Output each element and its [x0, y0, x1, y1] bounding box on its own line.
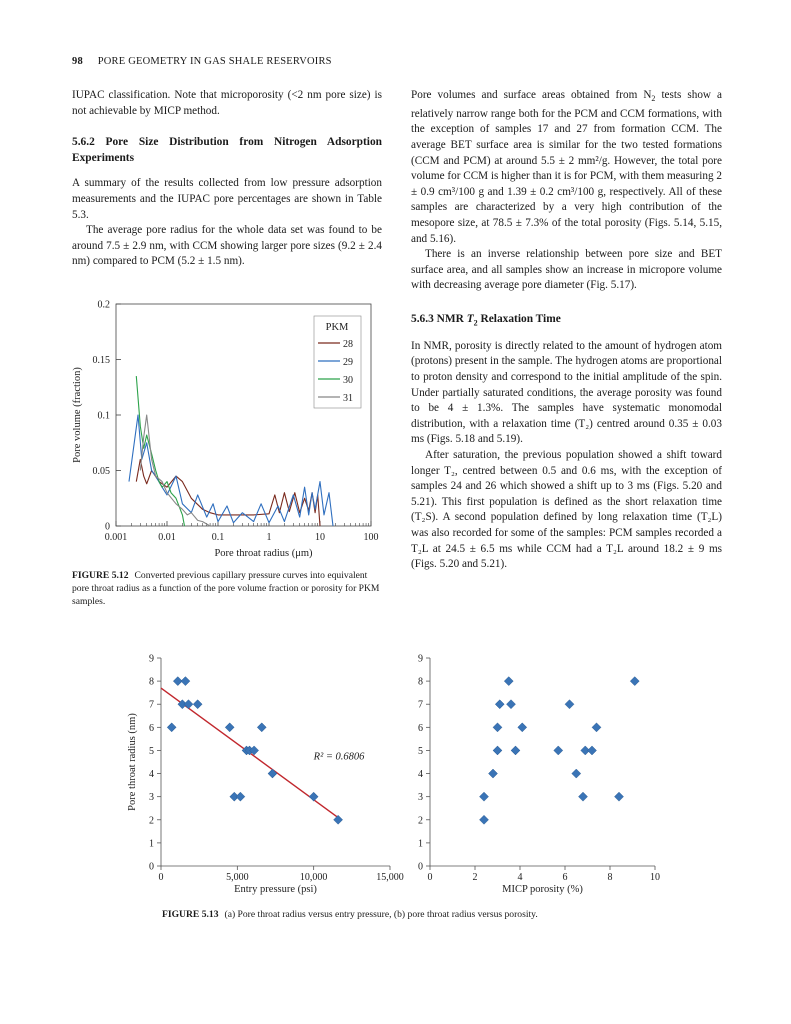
fig513a-y-tick-label: 4 [149, 769, 154, 781]
fig512-legend-label-29: 29 [343, 357, 353, 368]
fig513b-point [493, 746, 502, 755]
figure-5-13-caption-text: (a) Pore throat radius versus entry pressure, (b) pore throat radius versus porosity. [224, 909, 538, 920]
fig513a-point [184, 700, 193, 709]
fig513b-x-axis-label: MICP porosity (%) [502, 884, 583, 895]
fig513b-point [507, 700, 516, 709]
fig512-x-tick-label: 1 [266, 532, 272, 543]
fig513b-point [565, 700, 574, 709]
fig513b-point [511, 746, 520, 755]
right-paragraph-2: There is an inverse relationship between pore size and BET surface area, and all samples show an increase in micropore volume with decreasing average pore diameter (Fig. 5.17). [411, 248, 722, 292]
fig513b-y-tick-label: 3 [418, 792, 423, 804]
fig512-y-tick-label: 0 [105, 521, 110, 533]
fig513b-panel [418, 654, 660, 896]
fig512-series-line-30 [136, 376, 184, 526]
figure-5-12-chart [66, 296, 386, 564]
fig512-legend-title: PKM [325, 322, 349, 333]
fig513a-point [257, 723, 266, 732]
fig513b-y-tick-label: 0 [418, 861, 423, 873]
fig513a-x-axis-label: Entry pressure (psi) [234, 884, 317, 895]
section-heading-5-6-3-tail: Relaxation Time [477, 312, 561, 325]
figure-5-12-caption [72, 569, 382, 608]
fig512-series [129, 376, 333, 526]
fig513b-x-tick-label: 8 [607, 872, 613, 883]
fig513b-point [592, 723, 601, 732]
right-paragraph-1-part-a: Pore volumes and surface areas obtained from N [411, 89, 652, 101]
section-heading-5-6-3-sub: 2 [473, 318, 478, 328]
fig513b-x-tick-label: 0 [427, 872, 433, 883]
fig513a-y-tick-label: 6 [149, 722, 154, 734]
fig513b-point [615, 792, 624, 801]
running-title: PORE GEOMETRY IN GAS SHALE RESERVOIRS [97, 56, 332, 67]
fig513b-point [480, 792, 489, 801]
fig512-x-tick-label: 0.001 [104, 532, 128, 543]
left-paragraph-1: IUPAC classification. Note that microporosity (<2 nm pore size) is not achievable by MICP method. [72, 89, 382, 117]
figure-5-13-chart [120, 648, 680, 908]
fig512-legend-label-28: 28 [343, 339, 353, 350]
fig513b-y-tick-label: 9 [418, 653, 423, 665]
section-heading-5-6-3-text: 5.6.3 NMR [411, 312, 467, 325]
fig513a-panel [127, 654, 404, 896]
fig512-y-tick-label: 0.1 [97, 410, 110, 422]
fig513a-point [167, 723, 176, 732]
fig513b-point [588, 746, 597, 755]
fig513a-point [334, 815, 343, 824]
figure-5-13-caption [162, 908, 682, 921]
fig513b-point [518, 723, 527, 732]
fig512-x-tick-label: 0.01 [158, 532, 176, 543]
fig513a-y-tick-label: 3 [149, 792, 154, 804]
fig513b-point [504, 677, 513, 686]
fig513a-y-tick-label: 8 [149, 676, 154, 688]
fig513b-y-tick-label: 8 [418, 676, 423, 688]
fig512-y-tick-label: 0.15 [92, 355, 110, 366]
fig512-series-line-28 [136, 459, 320, 526]
fig513a-y-tick-label: 9 [149, 653, 154, 665]
right-paragraph-1 [411, 88, 722, 247]
fig513a-x-tick-label: 15,000 [376, 872, 404, 883]
fig513b-y-tick-label: 6 [418, 722, 423, 734]
fig513b-point [493, 723, 502, 732]
running-header [72, 56, 332, 67]
fig513b-point [495, 700, 504, 709]
right-paragraph-3: In NMR, porosity is directly related to the amount of hydrogen atom (protons) present in the sample. The hydrogen atoms are proportional to proton density and correspond to the initial amplitude of the spin. Under partially saturated conditions, the average porosity was found to be 4 ± 1.3%. The samples have systematic monomodal distribution, with a relaxation time (T₂) centred around 0.35 ± 0.03 ms (Figs. 5.18 and 5.19). [411, 339, 722, 446]
fig513b-y-tick-label: 2 [418, 815, 423, 827]
fig513b-point [480, 815, 489, 824]
fig513a-y-tick-label: 2 [149, 815, 154, 827]
left-paragraph-3: The average pore radius for the whole data set was found to be around 7.5 ± 2.9 nm, with CCM showing larger pore sizes (9.2 ± 2.4 nm) compared to PCM (5.2 ± 1.5 nm). [72, 224, 382, 268]
fig513a-point [193, 700, 202, 709]
fig513b-point [489, 769, 498, 778]
fig513b-point [579, 792, 588, 801]
right-column [411, 88, 722, 573]
section-heading-5-6-3-T: T [466, 312, 474, 325]
fig513a-x-tick-label: 0 [158, 872, 164, 883]
fig513a-y-tick-label: 1 [149, 838, 154, 850]
fig513a-point [309, 792, 318, 801]
section-heading-5-6-3 [411, 312, 722, 331]
left-column [72, 88, 382, 270]
right-paragraph-1-subscript: 2 [651, 94, 656, 104]
figure-5-12-caption-text: Converted previous capillary pressure curves into equivalent pore throat radius as a function of the pore volume fraction or porosity for PKM samples. [72, 570, 380, 607]
fig512-series-line-29 [129, 415, 333, 526]
fig513a-y-tick-label: 7 [149, 699, 154, 711]
fig513b-point [572, 769, 581, 778]
fig512-series-line-31 [140, 415, 210, 526]
fig512-y-axis-label: Pore volume (fraction) [72, 367, 83, 463]
figure-5-12-label: FIGURE 5.12 [72, 570, 129, 581]
fig512-x-tick-label: 100 [363, 532, 379, 543]
figure-5-13-label: FIGURE 5.13 [162, 909, 219, 920]
fig513a-point [268, 769, 277, 778]
fig513a-point [225, 723, 234, 732]
fig513a-point [181, 677, 190, 686]
fig513b-y-tick-label: 4 [418, 769, 423, 781]
fig512-x-axis-label: Pore throat radius (μm) [214, 548, 313, 559]
fig513b-y-tick-label: 5 [418, 745, 423, 757]
fig512-x-tick-label: 0.1 [211, 532, 225, 543]
page-number: 98 [72, 56, 83, 67]
fig513a-y-tick-label: 5 [149, 745, 154, 757]
right-paragraph-4: After saturation, the previous population showed a shift toward longer T₂, centred between 0.5 and 0.6 ms, with the exception of samples 24 and 26 which showed a shift up to 3 ms (Figs. 5.20 and 5.21). This first population is defined as the short relaxation time (T₂S). A second population defined by long relaxation time (T₂L) was also recorded for some of the samples: PCM samples recorded a T₂L at 24.5 ± 6.5 ms while CCM had a T₂L around 18.2 ± 9 ms (Figs. 5.20 and 5.21). [411, 448, 722, 571]
fig512-y-tick-label: 0.05 [92, 466, 110, 477]
fig513b-x-tick-label: 2 [472, 872, 478, 883]
fig513b-x-tick-label: 10 [650, 872, 660, 883]
fig513a-y-axis-label: Pore throat radius (nm) [127, 713, 138, 811]
fig513b-x-tick-label: 4 [517, 872, 523, 883]
fig512-legend [314, 316, 361, 408]
fig512-x-tick-label: 10 [315, 532, 325, 543]
section-heading-5-6-2: 5.6.2 Pore Size Distribution from Nitrogen Adsorption Experiments [72, 136, 382, 164]
fig513a-point [236, 792, 245, 801]
fig513b-y-tick-label: 7 [418, 699, 423, 711]
fig513a-r2-annotation: R² = 0.6806 [313, 751, 365, 763]
fig512-legend-label-31: 31 [343, 393, 353, 404]
fig513a-x-tick-label: 10,000 [299, 872, 328, 883]
left-paragraph-2: A summary of the results collected from low pressure adsorption measurements and the IUPAC pore percentages are shown in Table 5.3. [72, 177, 382, 221]
fig512-y-tick-label: 0.2 [97, 299, 110, 311]
right-paragraph-1-part-b: tests show a relatively narrow range both for the PCM and CCM formations, with the exception of samples 17 and 27 from formation CCM. The average BET surface area is similar for the two tested formations (CCM and PCM) at around 5.5 ± 2 mm²/g. However, the total pore volume for CCM is higher than it is for PCM, with them measuring 2 ± 0.9 cm³/100 g and 1.39 ± 0.2 cm³/100 g, respectively. All of these samples are characterized by a very high contribution of the mesopore size, at 78.5 ± 7.3% of the total porosity (Figs. 5.14, 5.15, and 5.16). [411, 89, 722, 245]
fig512-legend-label-30: 30 [343, 375, 353, 386]
fig513a-x-tick-label: 5,000 [226, 872, 249, 883]
fig513b-point [630, 677, 639, 686]
fig513b-x-tick-label: 6 [562, 872, 568, 883]
fig513a-y-tick-label: 0 [149, 861, 154, 873]
fig513b-point [554, 746, 563, 755]
fig513b-y-tick-label: 1 [418, 838, 423, 850]
